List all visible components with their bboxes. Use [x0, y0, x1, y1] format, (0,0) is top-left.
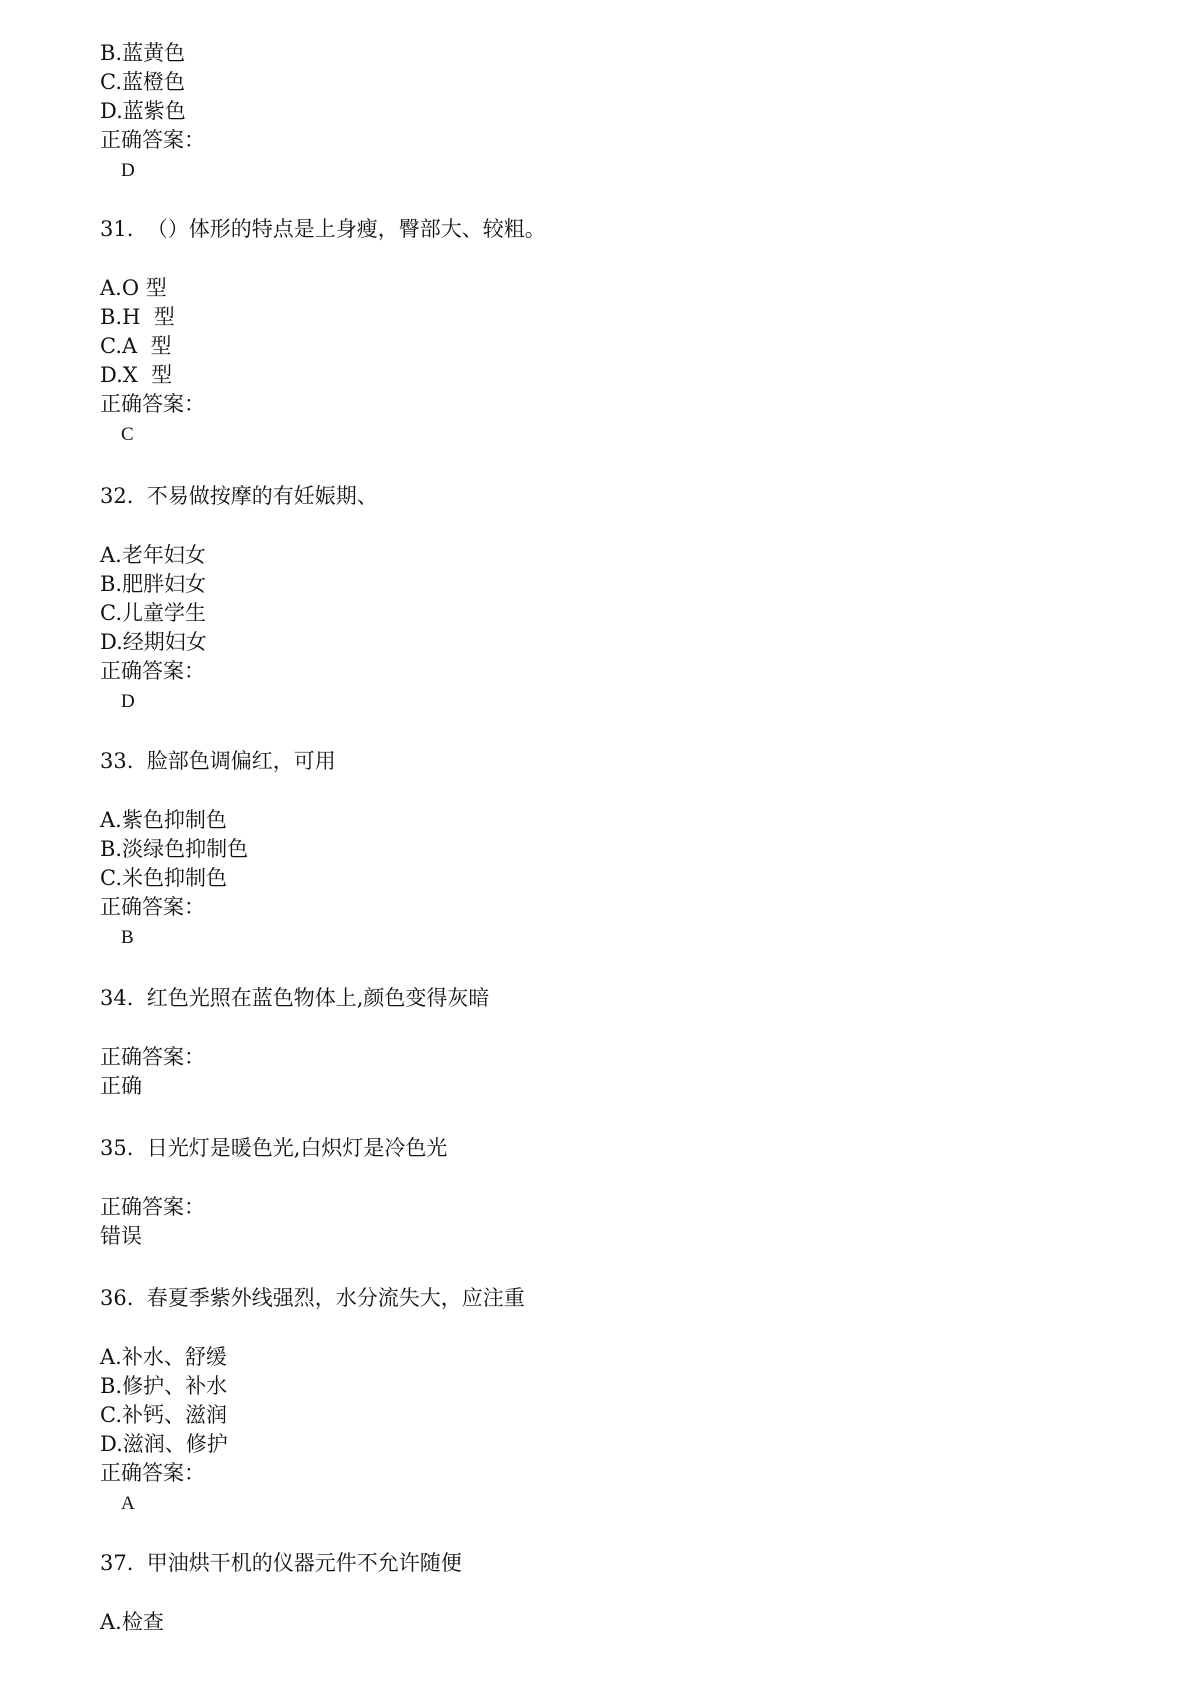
answer-value: B [121, 927, 134, 948]
option-b: B.H 型 [100, 305, 175, 329]
answer-label: 正确答案： [100, 1195, 205, 1219]
option-d: D.滋润、修护 [100, 1432, 228, 1456]
question-33: 33. 脸部色调偏红，可用 [100, 749, 336, 773]
option-c: C.儿童学生 [100, 601, 206, 625]
answer-value: D [121, 160, 135, 181]
option-a: A.补水、舒缓 [100, 1345, 227, 1369]
option-c: C.蓝橙色 [100, 70, 185, 94]
answer-value: A [121, 1493, 135, 1514]
question-37: 37. 甲油烘干机的仪器元件不允许随便 [100, 1551, 462, 1575]
option-c: C.补钙、滋润 [100, 1403, 227, 1427]
answer-label: 正确答案： [100, 392, 205, 416]
option-c: C.米色抑制色 [100, 866, 227, 890]
option-c: C.A 型 [100, 334, 172, 358]
answer-label: 正确答案： [100, 1045, 205, 1069]
option-b: B.修护、补水 [100, 1374, 228, 1398]
option-b: B.淡绿色抑制色 [100, 837, 249, 861]
option-a: A.检查 [100, 1610, 164, 1634]
answer-value: 正确 [100, 1074, 142, 1098]
answer-label: 正确答案： [100, 659, 205, 683]
option-a: A.老年妇女 [100, 543, 206, 567]
option-a: A.紫色抑制色 [100, 808, 227, 832]
option-d: D.蓝紫色 [100, 99, 186, 123]
option-d: D.经期妇女 [100, 630, 207, 654]
question-35: 35. 日光灯是暖色光,白炽灯是冷色光 [100, 1136, 448, 1160]
option-b: B.蓝黄色 [100, 41, 186, 65]
answer-value: 错误 [100, 1224, 142, 1248]
question-32: 32. 不易做按摩的有妊娠期、 [100, 484, 378, 508]
answer-value: C [121, 424, 134, 445]
question-31: 31. （）体形的特点是上身瘦，臀部大、较粗。 [100, 217, 546, 241]
option-d: D.X 型 [100, 363, 173, 387]
answer-label: 正确答案： [100, 895, 205, 919]
answer-label: 正确答案： [100, 128, 205, 152]
answer-label: 正确答案： [100, 1461, 205, 1485]
option-a: A.O 型 [100, 276, 167, 300]
question-34: 34. 红色光照在蓝色物体上,颜色变得灰暗 [100, 986, 490, 1010]
option-b: B.肥胖妇女 [100, 572, 207, 596]
question-36: 36. 春夏季紫外线强烈，水分流失大，应注重 [100, 1286, 525, 1310]
answer-value: D [121, 691, 135, 712]
